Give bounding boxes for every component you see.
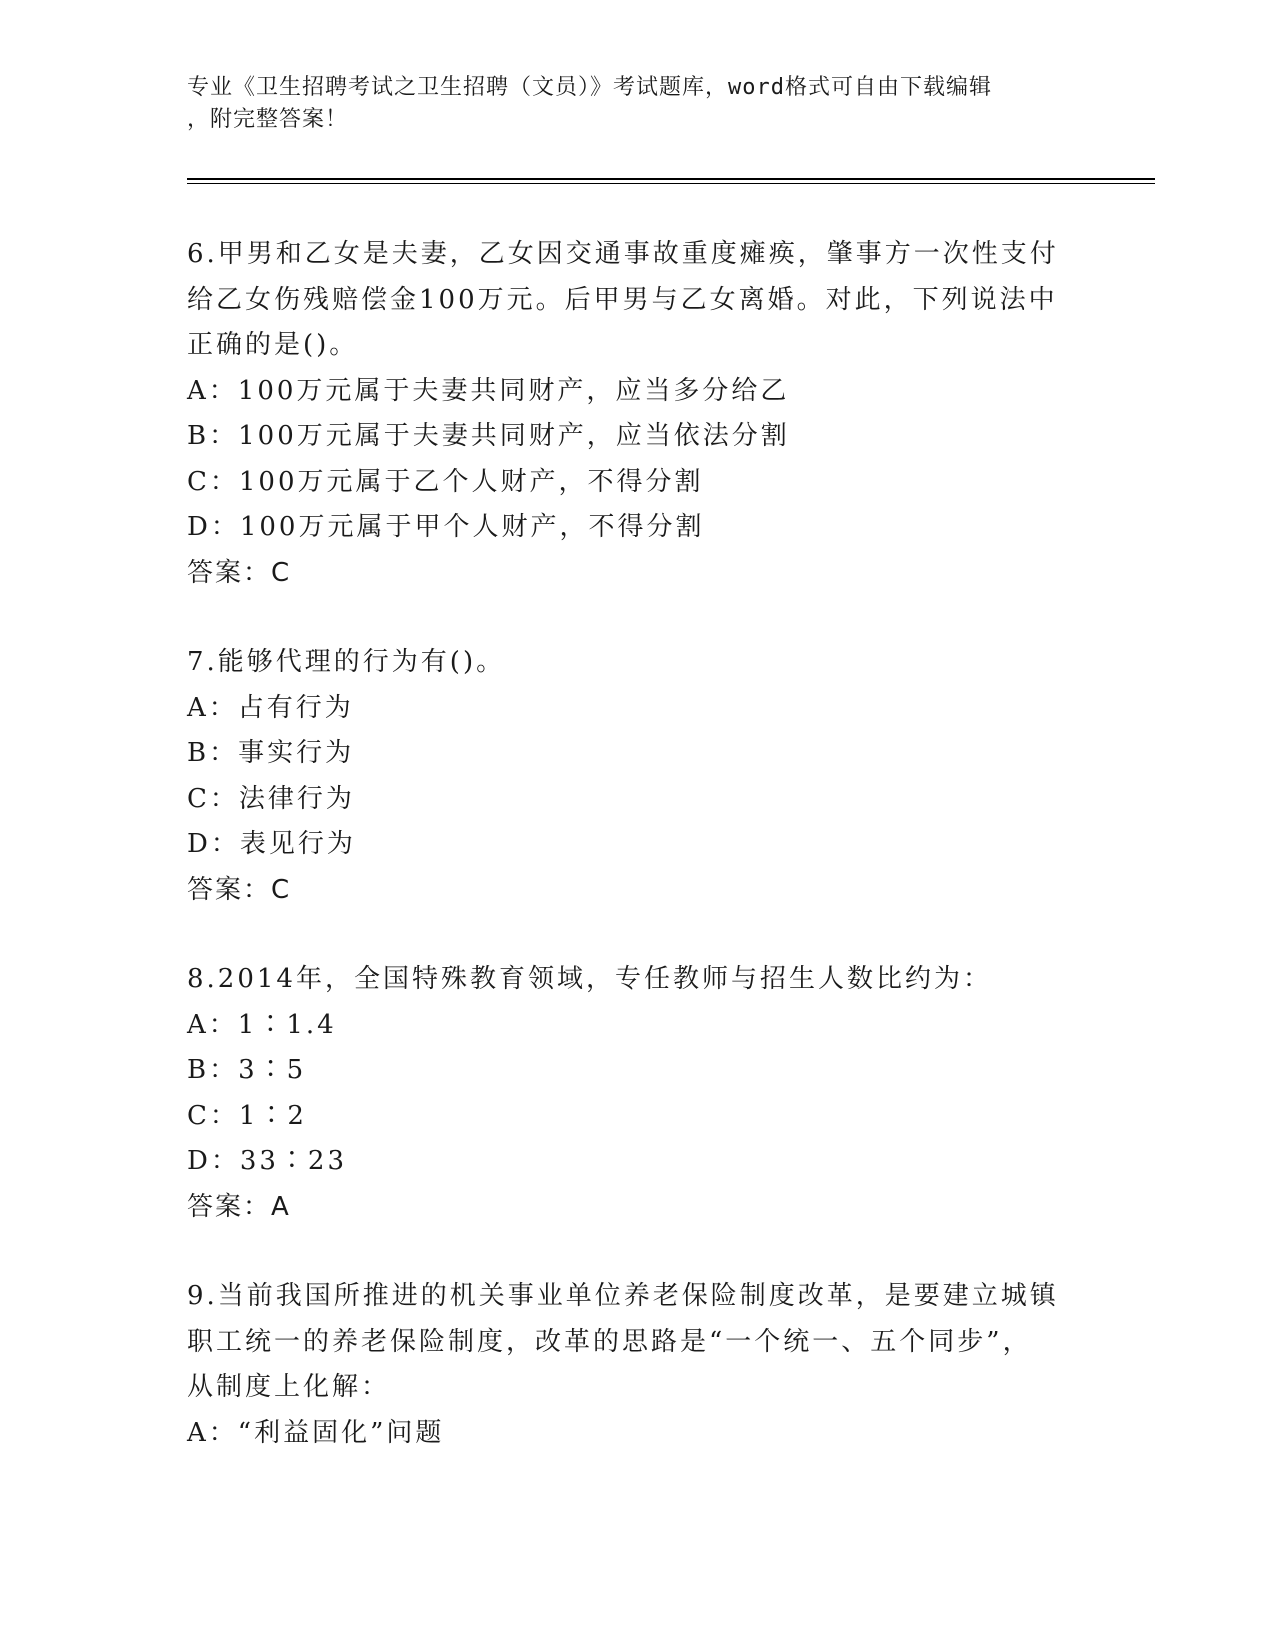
option-c: C：法律行为 (187, 783, 355, 814)
answer-line: 答案：C (187, 557, 292, 588)
option-a: A：100万元属于夫妻共同财产，应当多分给乙 (187, 375, 790, 406)
question-list (187, 232, 1087, 1500)
question-text-line: 职工统一的养老保险制度，改革的思路是“一个统一、五个同步”， (187, 1326, 1032, 1357)
question-text-line: 6.甲男和乙女是夫妻，乙女因交通事故重度瘫痪，肇事方一次性支付 (187, 239, 1059, 269)
option-b: B：100万元属于夫妻共同财产，应当依法分割 (187, 421, 790, 451)
option-c: C：1∶2 (187, 1100, 307, 1131)
header-rule-thick (187, 178, 1155, 180)
document-header (187, 72, 1087, 136)
option-b: B：3∶5 (187, 1055, 307, 1085)
question-text-line: 给乙女伤残赔偿金100万元。后甲男与乙女离婚。对此，下列说法中 (187, 284, 1058, 315)
question-6 (187, 232, 1087, 596)
option-d: D：100万元属于甲个人财产，不得分割 (187, 512, 705, 542)
header-line-1: 专业《卫生招聘考试之卫生招聘（文员）》考试题库，word格式可自由下载编辑 (187, 75, 992, 100)
question-text-line: 8.2014年，全国特殊教育领域，专任教师与招生人数比约为： (187, 964, 992, 994)
answer-line: 答案：A (187, 1191, 291, 1222)
option-d: D：表见行为 (187, 829, 356, 859)
option-a: A：1∶1.4 (187, 1009, 337, 1040)
question-7 (187, 640, 1087, 913)
header-line-2: ，附完整答案！ (187, 107, 349, 132)
question-text-line: 7.能够代理的行为有()。 (187, 647, 506, 677)
question-text-line: 9.当前我国所推进的机关事业单位养老保险制度改革，是要建立城镇 (187, 1281, 1059, 1311)
option-d: D：33∶23 (187, 1146, 348, 1176)
option-a: A：占有行为 (187, 692, 354, 723)
option-a: A：“利益固化”问题 (187, 1417, 445, 1448)
question-9 (187, 1274, 1087, 1456)
question-8 (187, 957, 1087, 1230)
option-b: B：事实行为 (187, 738, 355, 768)
option-c: C：100万元属于乙个人财产，不得分割 (187, 466, 704, 497)
answer-line: 答案：C (187, 874, 292, 905)
question-text-line: 正确的是()。 (187, 330, 359, 360)
question-text-line: 从制度上化解： (187, 1372, 391, 1402)
header-rule-thin (187, 183, 1155, 184)
